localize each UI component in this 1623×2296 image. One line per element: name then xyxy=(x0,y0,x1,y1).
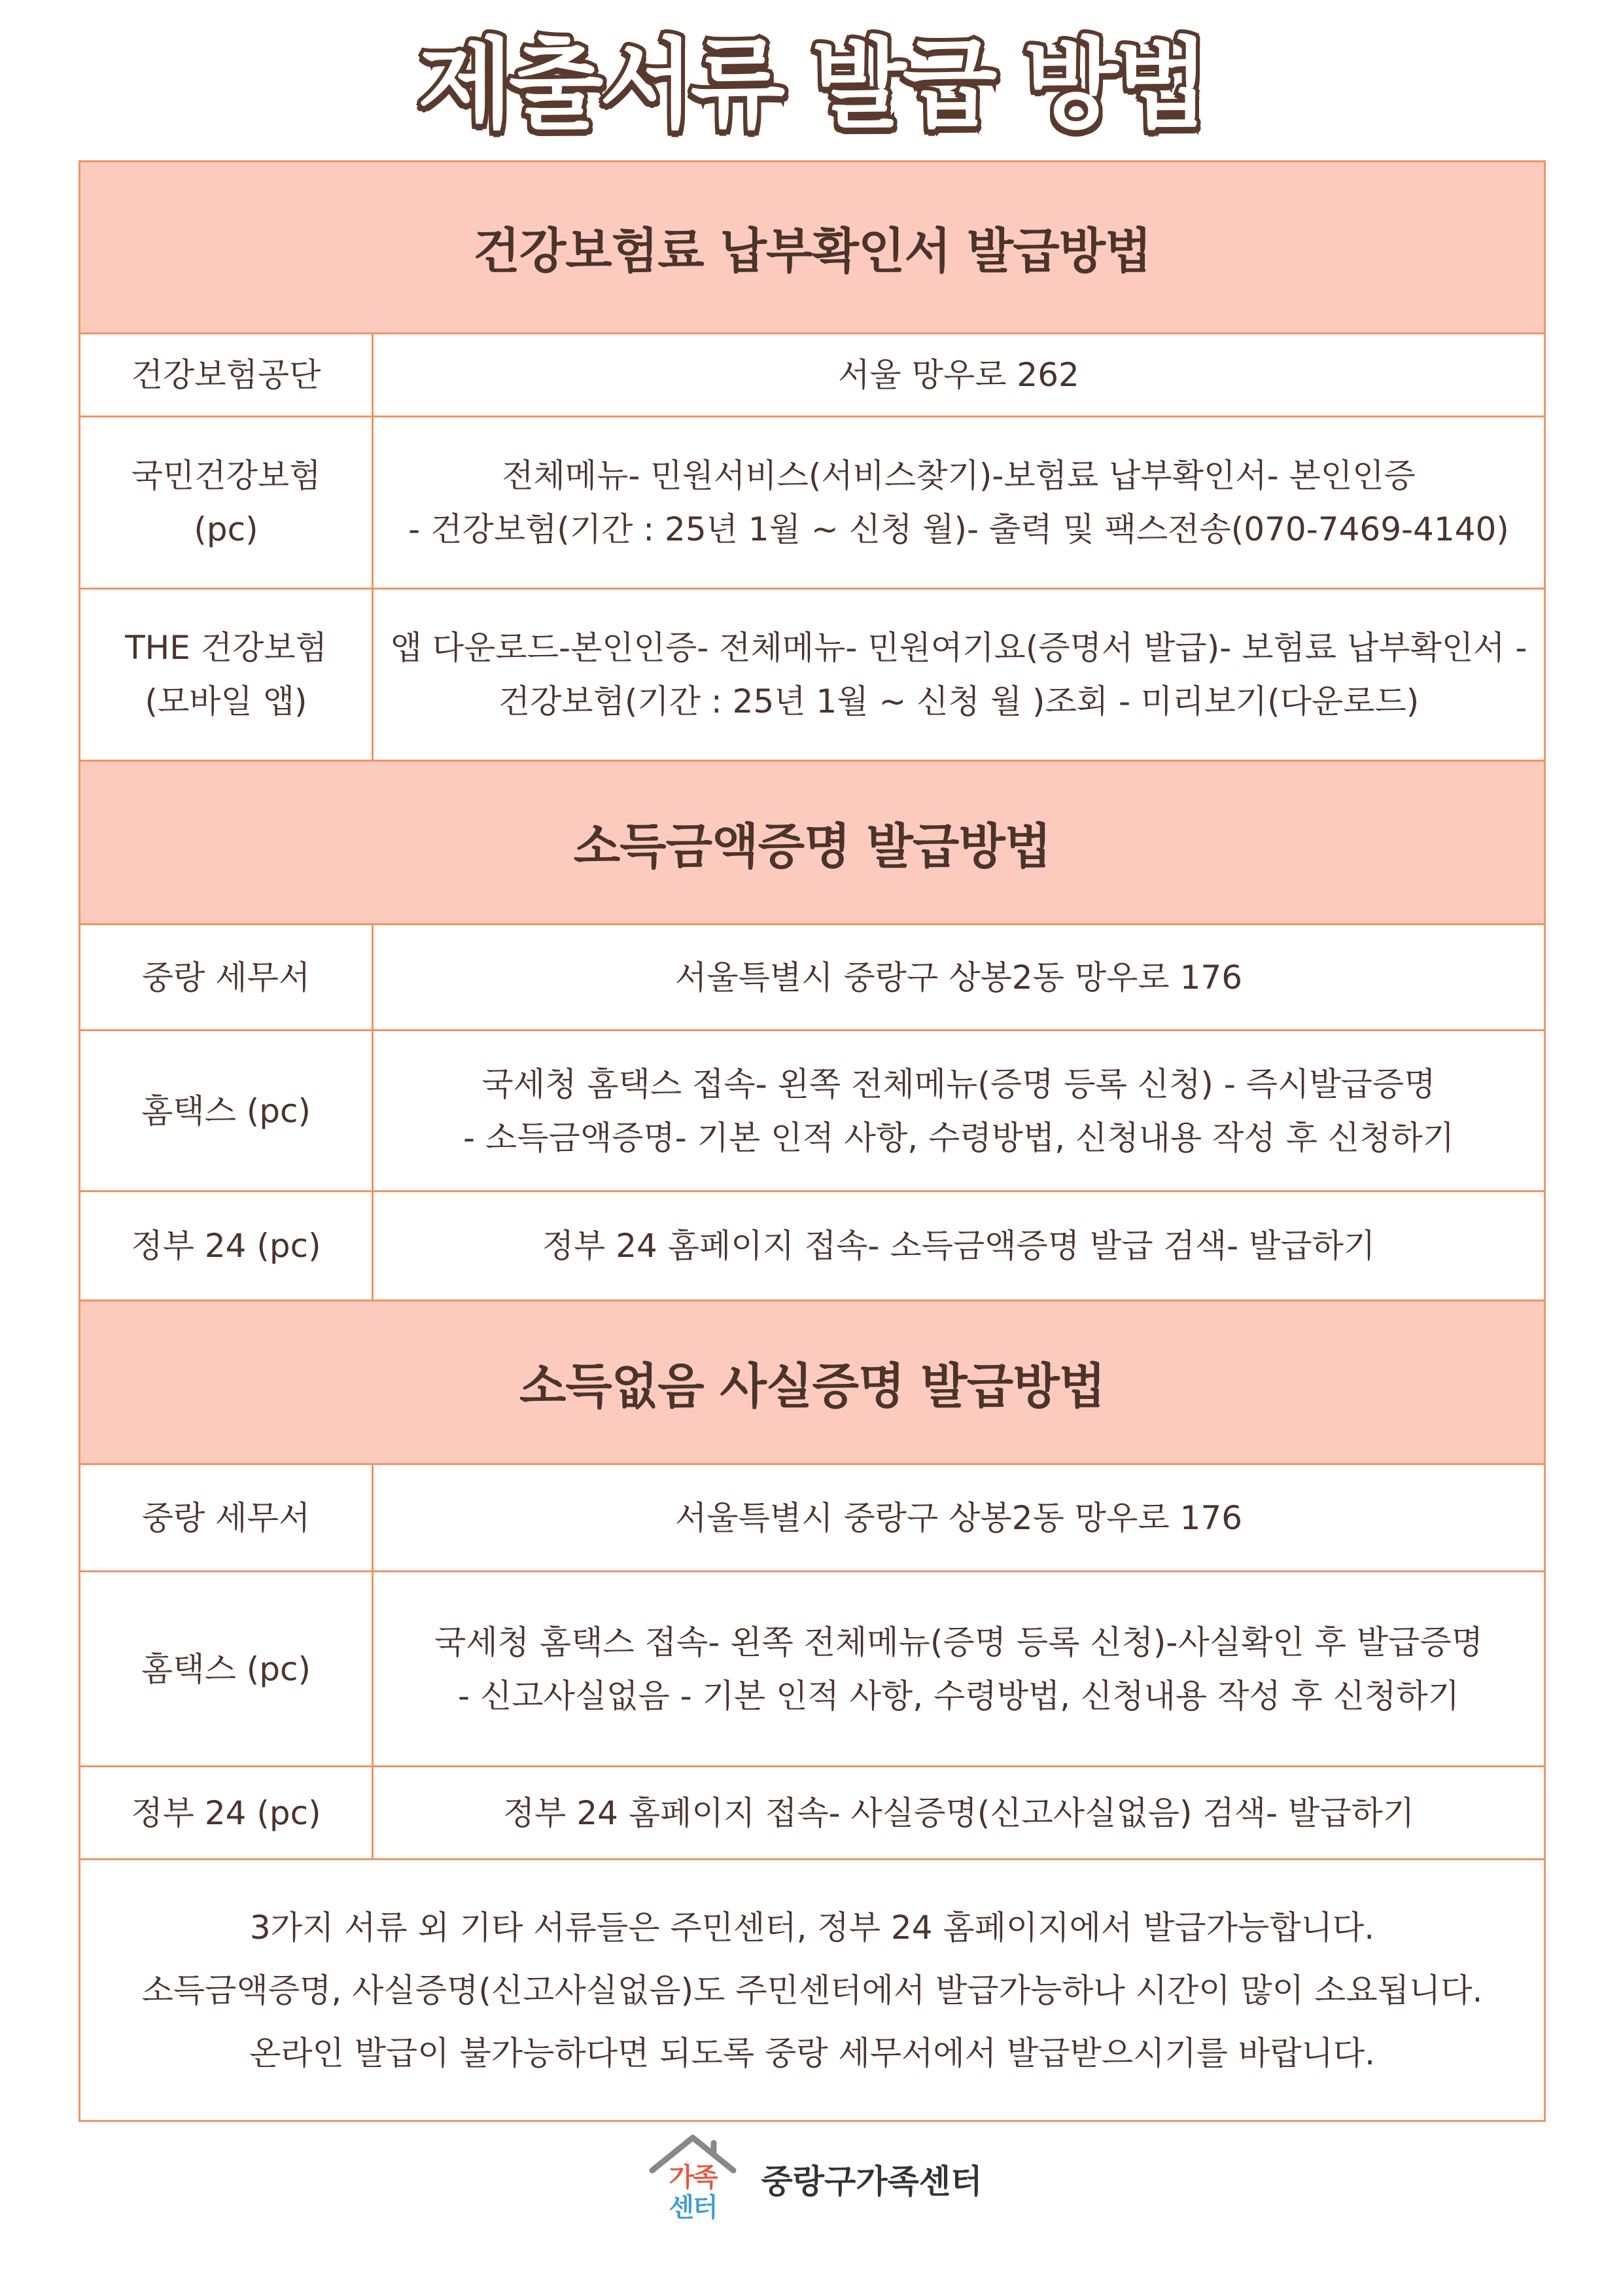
content-line: 서울 망우로 262 xyxy=(838,356,1079,394)
page-title-banner xyxy=(0,20,1623,150)
section-header-row xyxy=(80,1301,1545,1464)
content-line: 건강보험(기간 : 25년 1월 ~ 신청 월 )조회 - 미리보기(다운로드) xyxy=(498,682,1420,720)
label-line: 홈택스 (pc) xyxy=(141,1091,311,1130)
content-line: 서울특별시 중랑구 상봉2동 망우로 176 xyxy=(674,958,1243,997)
row-label xyxy=(80,1767,373,1860)
content-line: 정부 24 홈페이지 접속- 소득금액증명 발급 검색- 발급하기 xyxy=(542,1227,1376,1265)
family-center-logo-icon xyxy=(640,2130,745,2228)
section-heading: 소득없음 사실증명 발급방법 xyxy=(80,1301,1545,1464)
table-row xyxy=(80,925,1545,1031)
label-line: THE 건강보험 xyxy=(125,629,327,667)
svg-text:가족 xyxy=(669,2163,719,2193)
note-row xyxy=(80,1860,1545,2121)
note-line: 3가지 서류 외 기타 서류들은 주민센터, 정부 24 홈페이지에서 발급가능합니다. xyxy=(249,1908,1375,1947)
table-row xyxy=(80,1572,1545,1767)
table-row xyxy=(80,417,1545,589)
table-row xyxy=(80,1464,1545,1572)
logo-text-top: 가족 xyxy=(669,2163,718,2193)
row-content xyxy=(373,1031,1545,1192)
center-name: 중랑구가족센터 xyxy=(761,2163,983,2200)
label-line: (모바일 앱) xyxy=(145,682,307,720)
label-line: 홈택스 (pc) xyxy=(141,1650,311,1688)
table-row xyxy=(80,1192,1545,1301)
row-content xyxy=(373,925,1545,1031)
row-content xyxy=(373,1572,1545,1767)
content-line: 국세청 홈택스 접속- 왼쪽 전체메뉴(증명 등록 신청)-사실확인 후 발급증명 xyxy=(434,1623,1483,1661)
table-row xyxy=(80,1767,1545,1860)
content-line: 서울특별시 중랑구 상봉2동 망우로 176 xyxy=(674,1498,1243,1537)
logo-text-bottom: 센터 xyxy=(669,2193,718,2223)
row-label xyxy=(80,1031,373,1192)
label-line: 건강보험공단 xyxy=(131,356,321,394)
label-line: 중랑 세무서 xyxy=(141,1498,311,1537)
section-header-row xyxy=(80,761,1545,925)
content-line: 앱 다운로드-본인인증- 전체메뉴- 민원여기요(증명서 발급)- 보험료 납부확인서 - xyxy=(390,629,1527,667)
row-content xyxy=(373,1192,1545,1301)
label-line: 정부 24 (pc) xyxy=(131,1793,321,1832)
row-label xyxy=(80,417,373,589)
content-line: 전체메뉴- 민원서비스(서비스찾기)-보험료 납부확인서- 본인인증 xyxy=(502,457,1416,495)
row-label xyxy=(80,589,373,761)
content-line: - 건강보험(기간 : 25년 1월 ~ 신청 월)- 출력 및 팩스전송(070-7469-4140) xyxy=(408,510,1509,548)
row-content xyxy=(373,589,1545,761)
label-line: (pc) xyxy=(194,510,258,548)
content-line: - 신고사실없음 - 기본 인적 사항, 수령방법, 신청내용 작성 후 신청하기 xyxy=(458,1676,1459,1715)
section-heading: 건강보험료 납부확인서 발급방법 xyxy=(80,162,1545,334)
note-box xyxy=(80,1860,1545,2121)
section-header-row xyxy=(80,162,1545,334)
label-line: 중랑 세무서 xyxy=(141,958,311,997)
row-content xyxy=(373,417,1545,589)
table-row xyxy=(80,334,1545,417)
note-line: 소득금액증명, 사실증명(신고사실없음)도 주민센터에서 발급가능하나 시간이 많이 소요됩니다. xyxy=(141,1971,1483,2009)
content-line: - 소득금액증명- 기본 인적 사항, 수령방법, 신청내용 작성 후 신청하기 xyxy=(462,1118,1454,1157)
row-content xyxy=(373,1767,1545,1860)
footer xyxy=(0,2130,1623,2228)
svg-text:센터 xyxy=(669,2193,717,2223)
row-content xyxy=(373,334,1545,417)
label-line: 정부 24 (pc) xyxy=(131,1227,321,1265)
row-label xyxy=(80,1192,373,1301)
label-line: 국민건강보험 xyxy=(131,457,321,495)
note-line: 온라인 발급이 불가능하다면 되도록 중랑 세무서에서 발급받으시기를 바랍니다. xyxy=(249,2034,1376,2072)
content-line: 국세청 홈택스 접속- 왼쪽 전체메뉴(증명 등록 신청) - 즉시발급증명 xyxy=(481,1065,1436,1103)
row-label xyxy=(80,925,373,1031)
page-title: 제출서류 발급 방법 xyxy=(417,28,1206,142)
row-label xyxy=(80,334,373,417)
row-label xyxy=(80,1572,373,1767)
section-heading: 소득금액증명 발급방법 xyxy=(80,761,1545,925)
content-line: 정부 24 홈페이지 접속- 사실증명(신고사실없음) 검색- 발급하기 xyxy=(502,1793,1415,1832)
table-row xyxy=(80,1031,1545,1192)
row-content xyxy=(373,1464,1545,1572)
documents-table xyxy=(79,160,1546,2122)
row-label xyxy=(80,1464,373,1572)
table-row xyxy=(80,589,1545,761)
